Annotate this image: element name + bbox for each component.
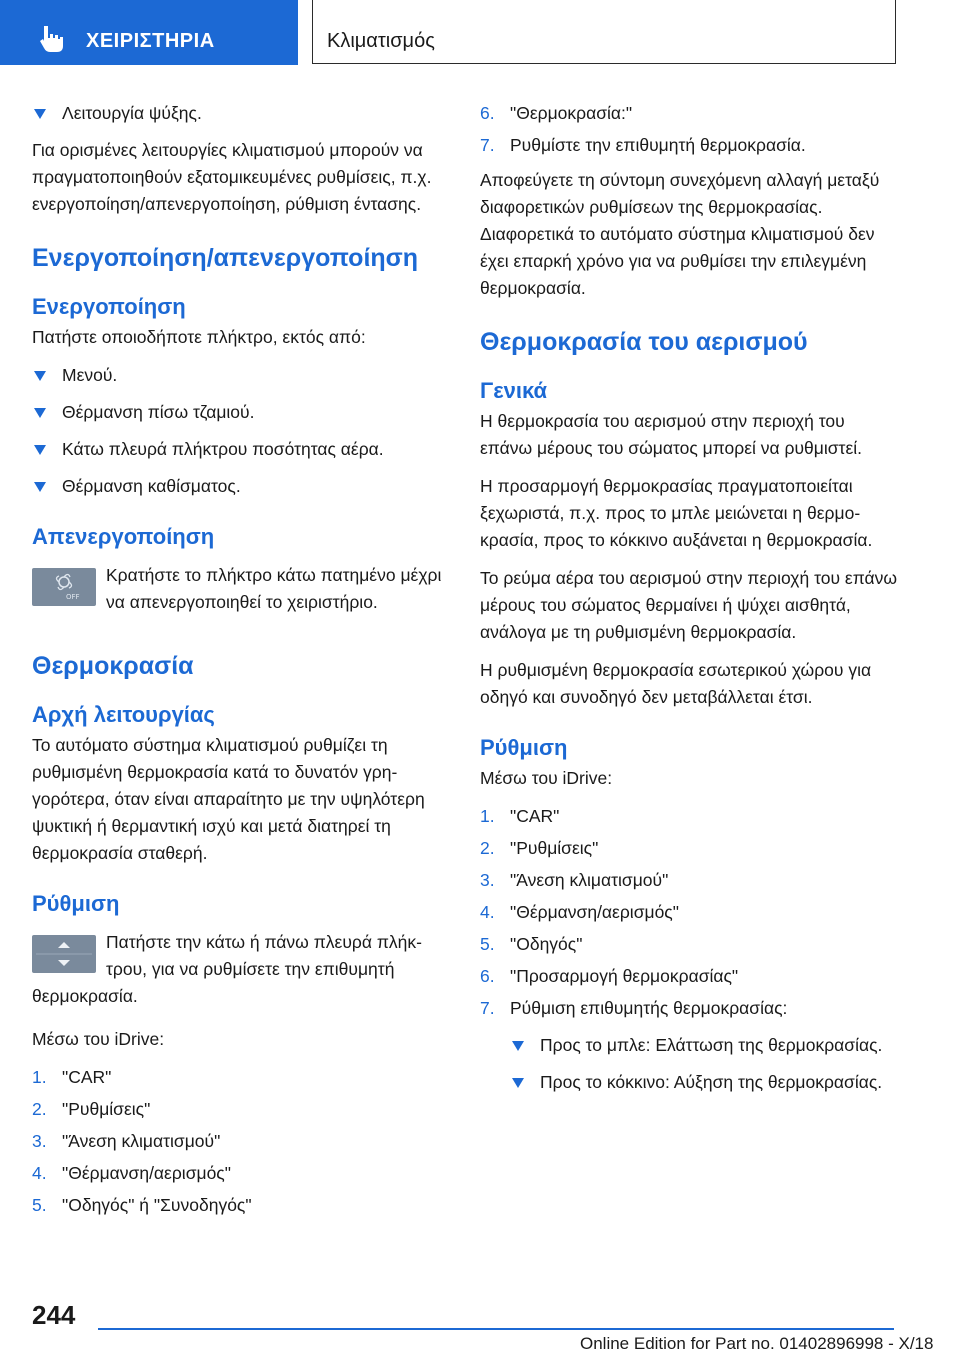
heading-off: Απενεργοποίηση	[32, 524, 215, 549]
list-item: 5. "Οδηγός"	[480, 934, 583, 954]
hand-pointer-icon	[38, 24, 66, 54]
paragraph: Αποφεύγετε τη σύντομη συνεχόμενη αλλαγή μεταξύ διαφορετικών ρυθμίσεων της θερμοκρασίας. Διαφορετικά το αυτόματο σύστημα κλιματισμού δεν έχει επαρκή χρόνο για να ρυθμίσει την επιλεγμένη θερμοκρασία.	[480, 170, 880, 298]
footer-divider	[98, 1328, 894, 1330]
paragraph: Η προσαρμογή θερμοκρασίας πραγματοποιείται ξεχωριστά, π.χ. προς το μπλε μειώνεται η θερμοκρασία, προς το κόκκινο αυξάνεται η θερμοκρασία.	[480, 476, 873, 550]
section-title: ΧΕΙΡΙΣΤΗΡΙΑ	[86, 30, 215, 52]
list-item: 7. Ρύθμιση επιθυμητής θερμοκρασίας:	[480, 998, 788, 1018]
paragraph: Η ρυθμισμένη θερμοκρασία εσωτερικού χώρου για οδηγό και συνοδηγό δεν μεταβάλλεται έτσι.	[480, 660, 872, 707]
paragraph: Για ορισμένες λειτουργίες κλιματισμού μπορούν να πραγματοποιηθούν εξατομικευμένες ρυθμίσεις, π.χ. ενεργοποίηση/απενεργοποίηση, ρύθμιση έντασης.	[32, 140, 432, 214]
heading-on: Ενεργοποίηση	[32, 294, 186, 319]
heading-temperature: Θερμοκρασία	[32, 652, 194, 680]
paragraph: Πατήστε οποιοδήποτε πλήκτρο, εκτός από:	[32, 327, 366, 347]
heading-vent-temperature: Θερμοκρασία του αερισμού	[480, 328, 808, 356]
left-column	[32, 100, 452, 1224]
list-item: 2. "Ρυθμίσεις"	[32, 1099, 151, 1119]
chapter-title: Κλιματισμός	[327, 30, 435, 52]
edition-note: Online Edition for Part no. 01402896998 - X/18	[580, 1334, 934, 1353]
setting-instruction: Πατήστε την κάτω ή πάνω πλευρά πλήκτρου, για να ρυθμίσετε την επιθυμητή θερμοκρασία.	[32, 932, 422, 1006]
list-item: Κάτω πλευρά πλήκτρου ποσότητας αέρα.	[32, 436, 452, 463]
heading-on-off: Ενεργοποίηση/απενεργοποίηση	[32, 244, 419, 272]
list-item: 5. "Οδηγός" ή "Συνοδηγός"	[32, 1195, 252, 1215]
triangle-bullet-icon	[34, 445, 46, 455]
heading-setting: Ρύθμιση	[32, 891, 120, 916]
list-item: 6. "Προσαρμογή θερμοκρασίας"	[480, 966, 739, 986]
section-tab	[0, 0, 298, 65]
rocker-button-image	[32, 935, 96, 973]
list-item: 1. "CAR"	[480, 806, 560, 826]
list-item: 3. "Άνεση κλιματισμού"	[480, 870, 669, 890]
list-item: Λειτουργία ψύξης.	[32, 100, 452, 127]
list-item: 6. "Θερμοκρασία:"	[480, 103, 633, 123]
fan-off-icon	[32, 568, 96, 606]
right-column	[480, 100, 900, 1106]
heading-setting: Ρύθμιση	[480, 735, 568, 760]
list-item: Προς το μπλε: Ελάττωση της θερμοκρασίας.	[510, 1032, 900, 1059]
triangle-bullet-icon	[34, 408, 46, 418]
list-item: Προς το κόκκινο: Αύξηση της θερμοκρασίας.	[510, 1069, 900, 1096]
paragraph: Μέσω του iDrive:	[480, 768, 613, 788]
heading-principle: Αρχή λειτουργίας	[32, 702, 215, 727]
list-item: 4. "Θέρμανση/αερισμός"	[32, 1163, 231, 1183]
triangle-bullet-icon	[34, 371, 46, 381]
list-item: 1. "CAR"	[32, 1067, 112, 1087]
triangle-bullet-icon	[512, 1041, 524, 1051]
triangle-bullet-icon	[34, 482, 46, 492]
triangle-bullet-icon	[512, 1078, 524, 1088]
list-item: Θέρμανση καθίσματος.	[32, 473, 452, 500]
paragraph: Η θερμοκρασία του αερισμού στην περιοχή του επάνω μέρους του σώματος μπορεί να ρυθμιστεί.	[480, 411, 863, 458]
list-item: 2. "Ρυθμίσεις"	[480, 838, 599, 858]
page-number: 244	[32, 1300, 76, 1330]
up-down-arrows-icon	[32, 935, 96, 973]
paragraph: Το αυτόματο σύστημα κλιματισμού ρυθμίζει τη ρυθμισμένη θερμοκρασία κατά το δυνατόν γρηγορότερα, όταν είναι απαραίτητο με την υψηλότερη ψυκτική ή θερμαντική ισχύ και μετά διατηρεί τη θερμοκρασία σταθερή.	[32, 735, 425, 863]
paragraph: Το ρεύμα αέρα του αερισμού στην περιοχή του επάνω μέρους του σώματος θερμαίνει ή ψύχει αισθητά, ανάλογα με τη ρυθμισμένη θερμοκρασία.	[480, 568, 898, 642]
paragraph: Μέσω του iDrive:	[32, 1029, 165, 1049]
list-item: 3. "Άνεση κλιματισμού"	[32, 1131, 221, 1151]
fan-off-button-image	[32, 568, 96, 606]
list-item: Θέρμανση πίσω τζαμιού.	[32, 399, 452, 426]
list-item: 7. Ρυθμίστε την επιθυμητή θερμοκρασία.	[480, 135, 806, 155]
chapter-box	[312, 0, 896, 64]
list-item: 4. "Θέρμανση/αερισμός"	[480, 902, 679, 922]
off-instruction: OFF Κρατήστε το πλήκτρο κάτω πατημένο μέχρι να απενεργοποιηθεί το χειριστήριο.	[32, 562, 452, 622]
triangle-bullet-icon	[34, 109, 46, 119]
svg-text:OFF: OFF	[66, 593, 80, 601]
list-item: Μενού.	[32, 362, 452, 389]
heading-general: Γενικά	[480, 378, 548, 403]
